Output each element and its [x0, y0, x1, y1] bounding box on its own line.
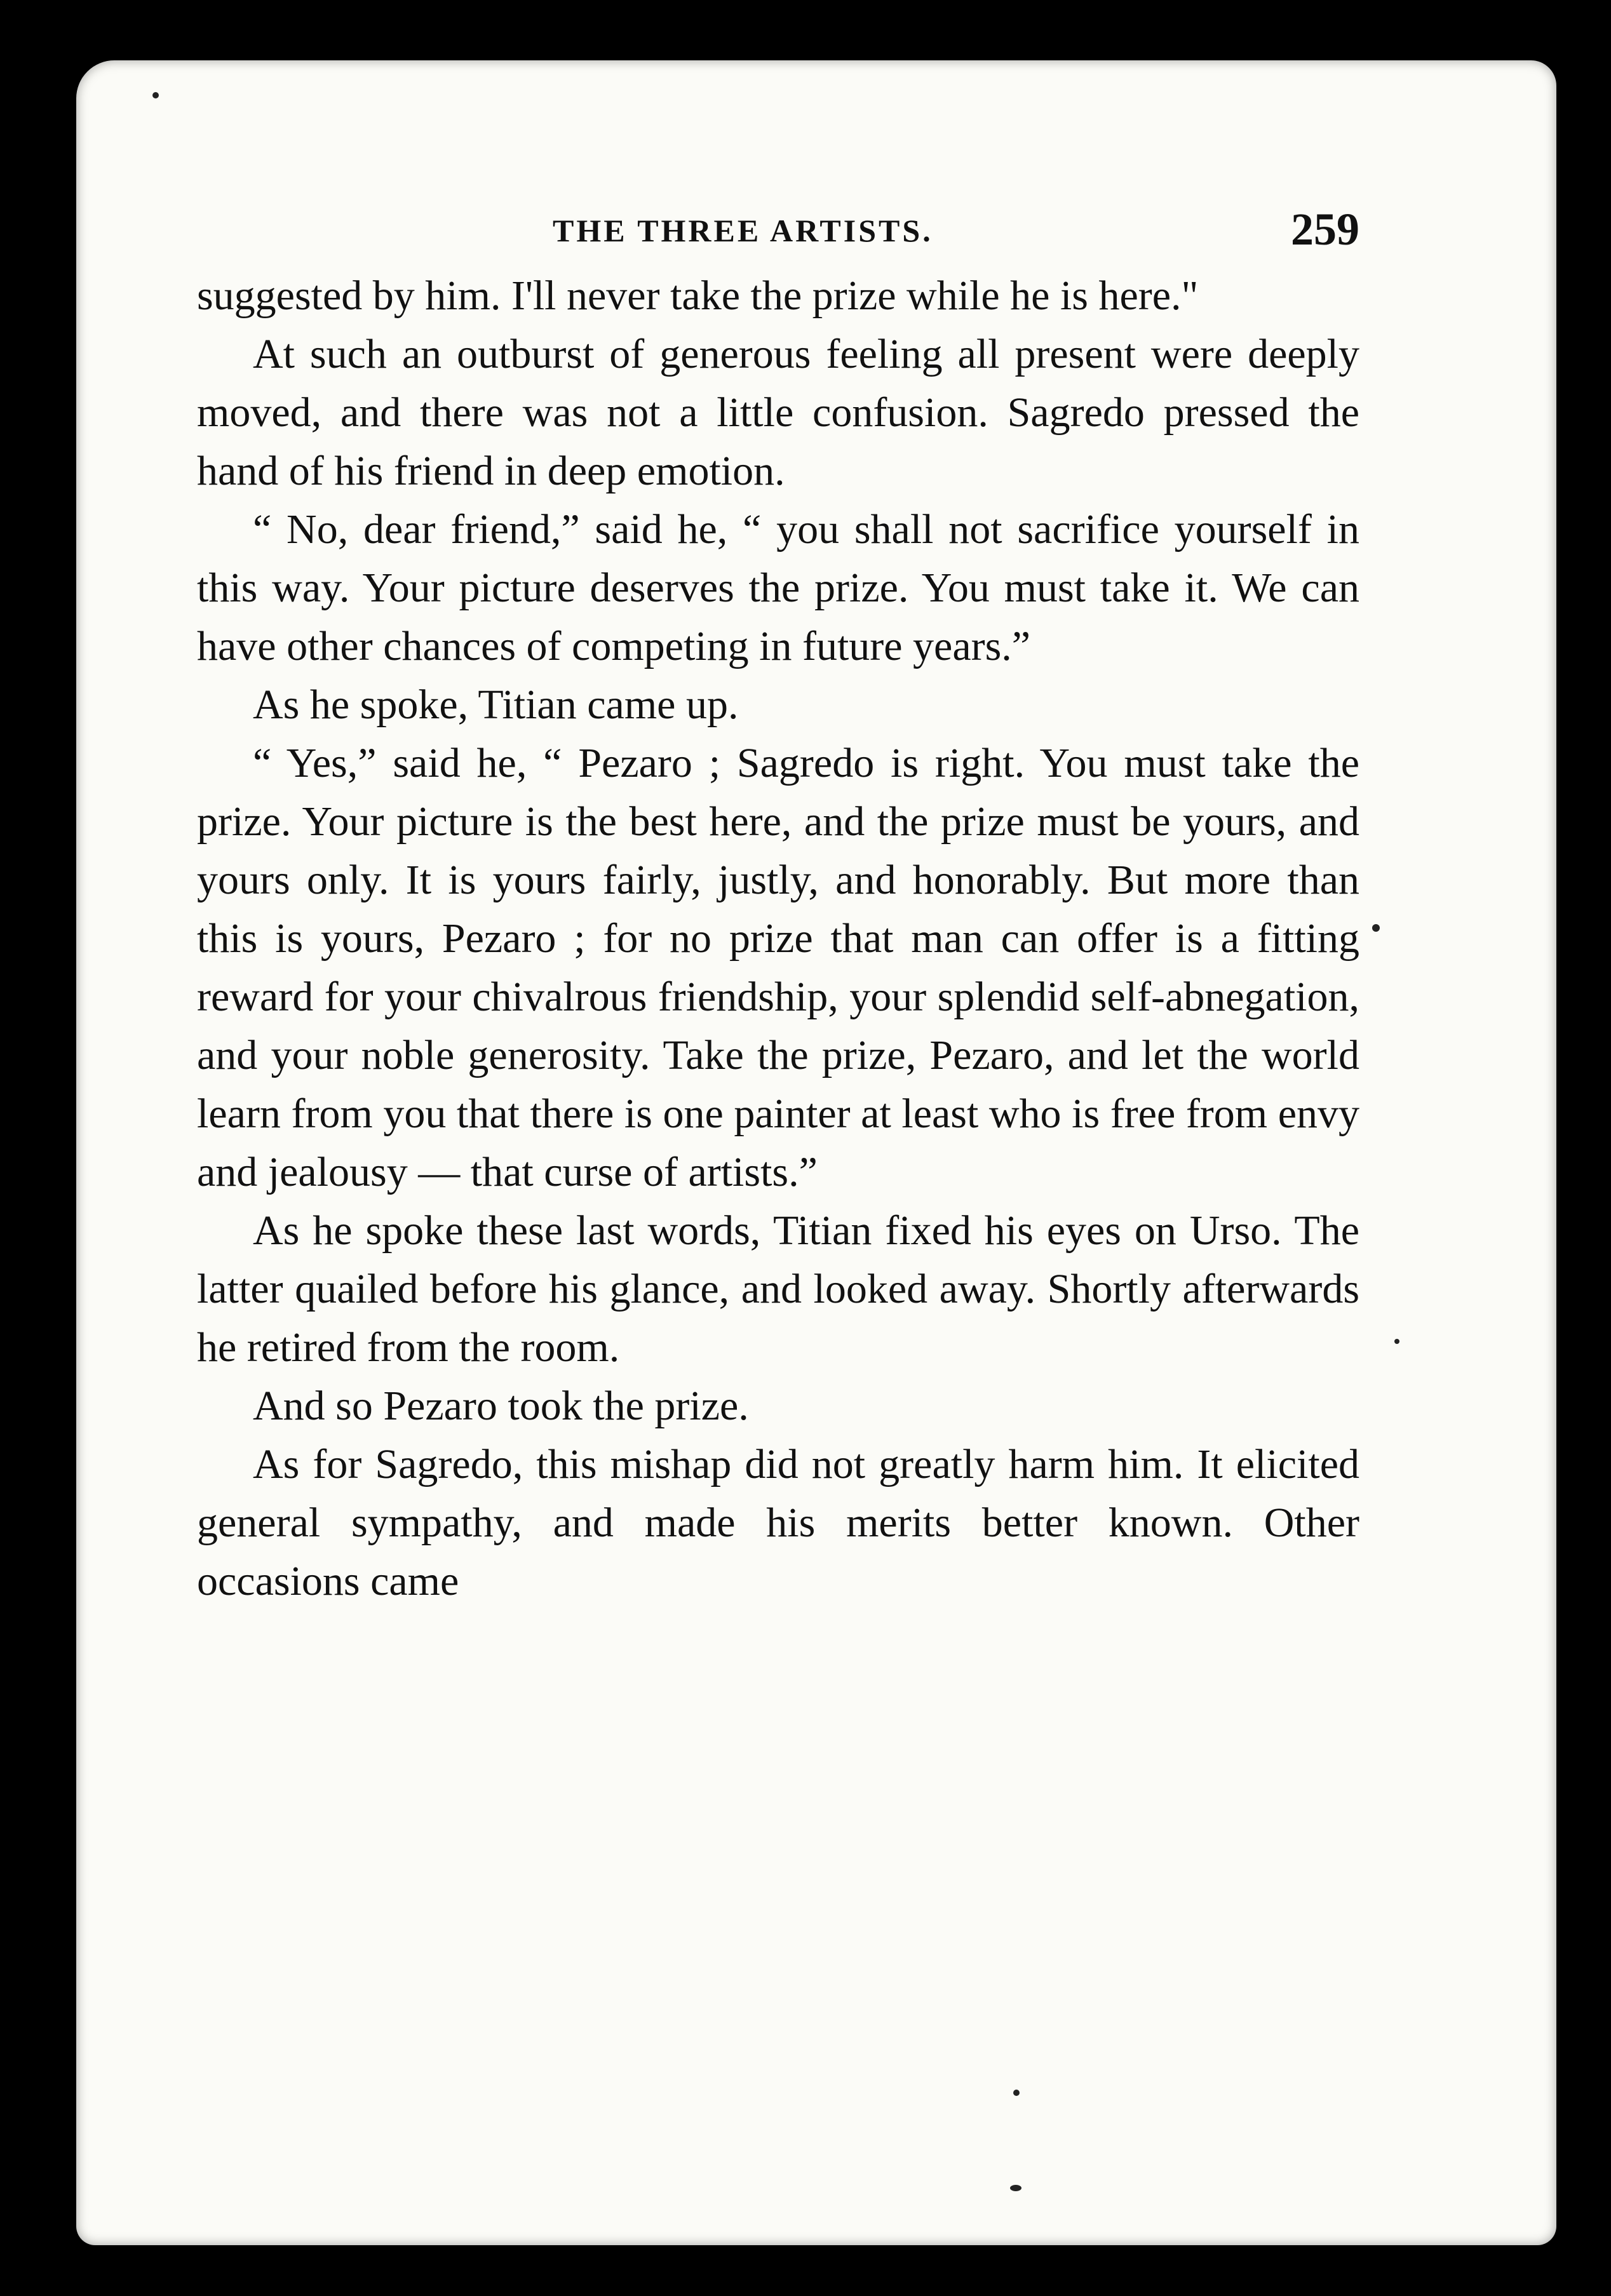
- ink-speck: [1394, 1339, 1399, 1344]
- book-page: [197, 191, 1359, 1611]
- running-head: THE THREE ARTISTS.: [553, 213, 933, 248]
- paragraph: As he spoke, Titian came up.: [253, 681, 739, 728]
- ink-speck: [1013, 2090, 1020, 2096]
- ink-speck: [1372, 924, 1380, 932]
- paragraph: As he spoke these last words, Titian fixed his eyes on Urso. The latter quailed before his glance, and looked away. Shortly afterwards he retired from the room.: [197, 1207, 1359, 1371]
- paragraph: As for Sagredo, this mishap did not greatly harm him. It elicited general sympathy, and made his merits better known. Other occasions came: [197, 1441, 1359, 1604]
- paragraph: And so Pezaro took the prize.: [253, 1383, 749, 1429]
- ink-speck: [152, 92, 159, 98]
- ink-speck: [1010, 2185, 1021, 2191]
- paragraph: At such an outburst of generous feeling all present were deeply moved, and there was not a little confusion. Sagredo pressed the hand of his friend in deep emotion.: [197, 331, 1359, 494]
- paragraph: suggested by him. I'll never take the prize while he is here.": [197, 272, 1199, 319]
- paragraph: “ Yes,” said he, “ Pezaro ; Sagredo is right. You must take the prize. Your picture is the best here, and the prize must be yours, and yours only. It is yours fairly, justly, and honorably. But more than this is yours, Pezaro ; for no prize that man can offer is a fitting reward for your chivalrous friendship, your splendid self-abnegation, and your noble generosity. Take the prize, Pezaro, and let the world learn from you that there is one painter at least who is free from envy and jealousy — that curse of artists.”: [197, 740, 1359, 1195]
- body-text: [197, 267, 1359, 1611]
- page-number: 259: [1291, 204, 1359, 255]
- spine-shadow: [56, 127, 62, 2223]
- paragraph: “ No, dear friend,” said he, “ you shall not sacrifice yourself in this way. Your picture deserves the prize. You must take it. We can have other chances of competing in future years.”: [197, 506, 1359, 669]
- page-header: [197, 191, 1359, 267]
